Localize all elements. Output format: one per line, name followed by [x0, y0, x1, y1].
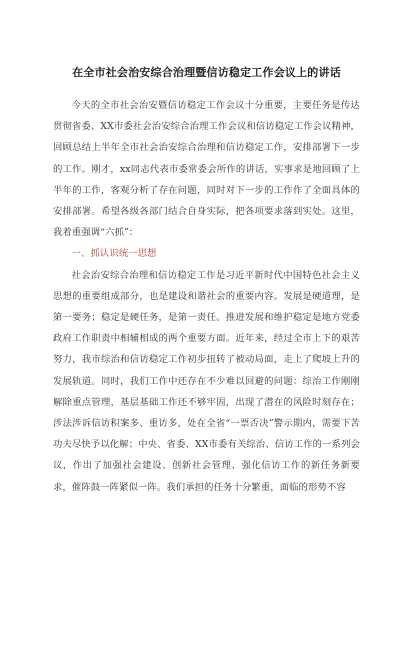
document-page — [0, 66, 408, 646]
document-title: 在全市社会治安综合治理暨信访稳定工作会议上的讲话 — [72, 66, 341, 79]
section-paragraph: 社会治安综合治理和信访稳定工作是习近平新时代中国特色社会主义思想的重要组成部分，也是建设和谐社会的重要内容。发展是硬道理，是第一要务；稳定是硬任务，是第一责任。推进发展和维护稳定是地方党委政府工作职责中相辅相成的两个重要方面。近年来，经过全市上下的艰苦努力，我市综治和信访稳定工作初步扭转了被动局面，走上了爬坡上升的发展轨道。同时，我们工作中还存在不少难以回避的问题：综治工作刚刚解除重点管理，基层基础工作还不够牢固，出现了潜在的风险时刻存在；涉法涉诉信访积案多、重访多，处在全省“一票否决”警示期内，需要下苦功夫尽快予以化解；中央、省委、XX市委有关综治、信访工作的一系列会议，作出了加强社会建设、创新社会管理、强化信访工作的新任务新要求，催阵鼓一阵紧似一阵。我们承担的任务十分繁重，面临的形势不容 — [53, 269, 360, 493]
intro-paragraph: 今天的全市社会治安暨信访稳定工作会议十分重要，主要任务是传达贯彻省委、XX市委社会治安综合治理工作会议和信访稳定工作会议精神，回顾总结上半年全市社会治安综合治理和信访稳定工作，安排部署下一步的工作。刚才，xx同志代表市委常委会所作的讲话，实事求是地回顾了上半年的工作，客观分析了存在问题，同时对下一步的工作作了全面具体的安排部署。希望各级各部门结合自身实际，把各项要求落到实处。这里，我着重强调“六抓”： — [53, 100, 360, 239]
section-heading: 一、抓认识统一思想 — [71, 248, 157, 260]
document-body — [53, 95, 360, 498]
